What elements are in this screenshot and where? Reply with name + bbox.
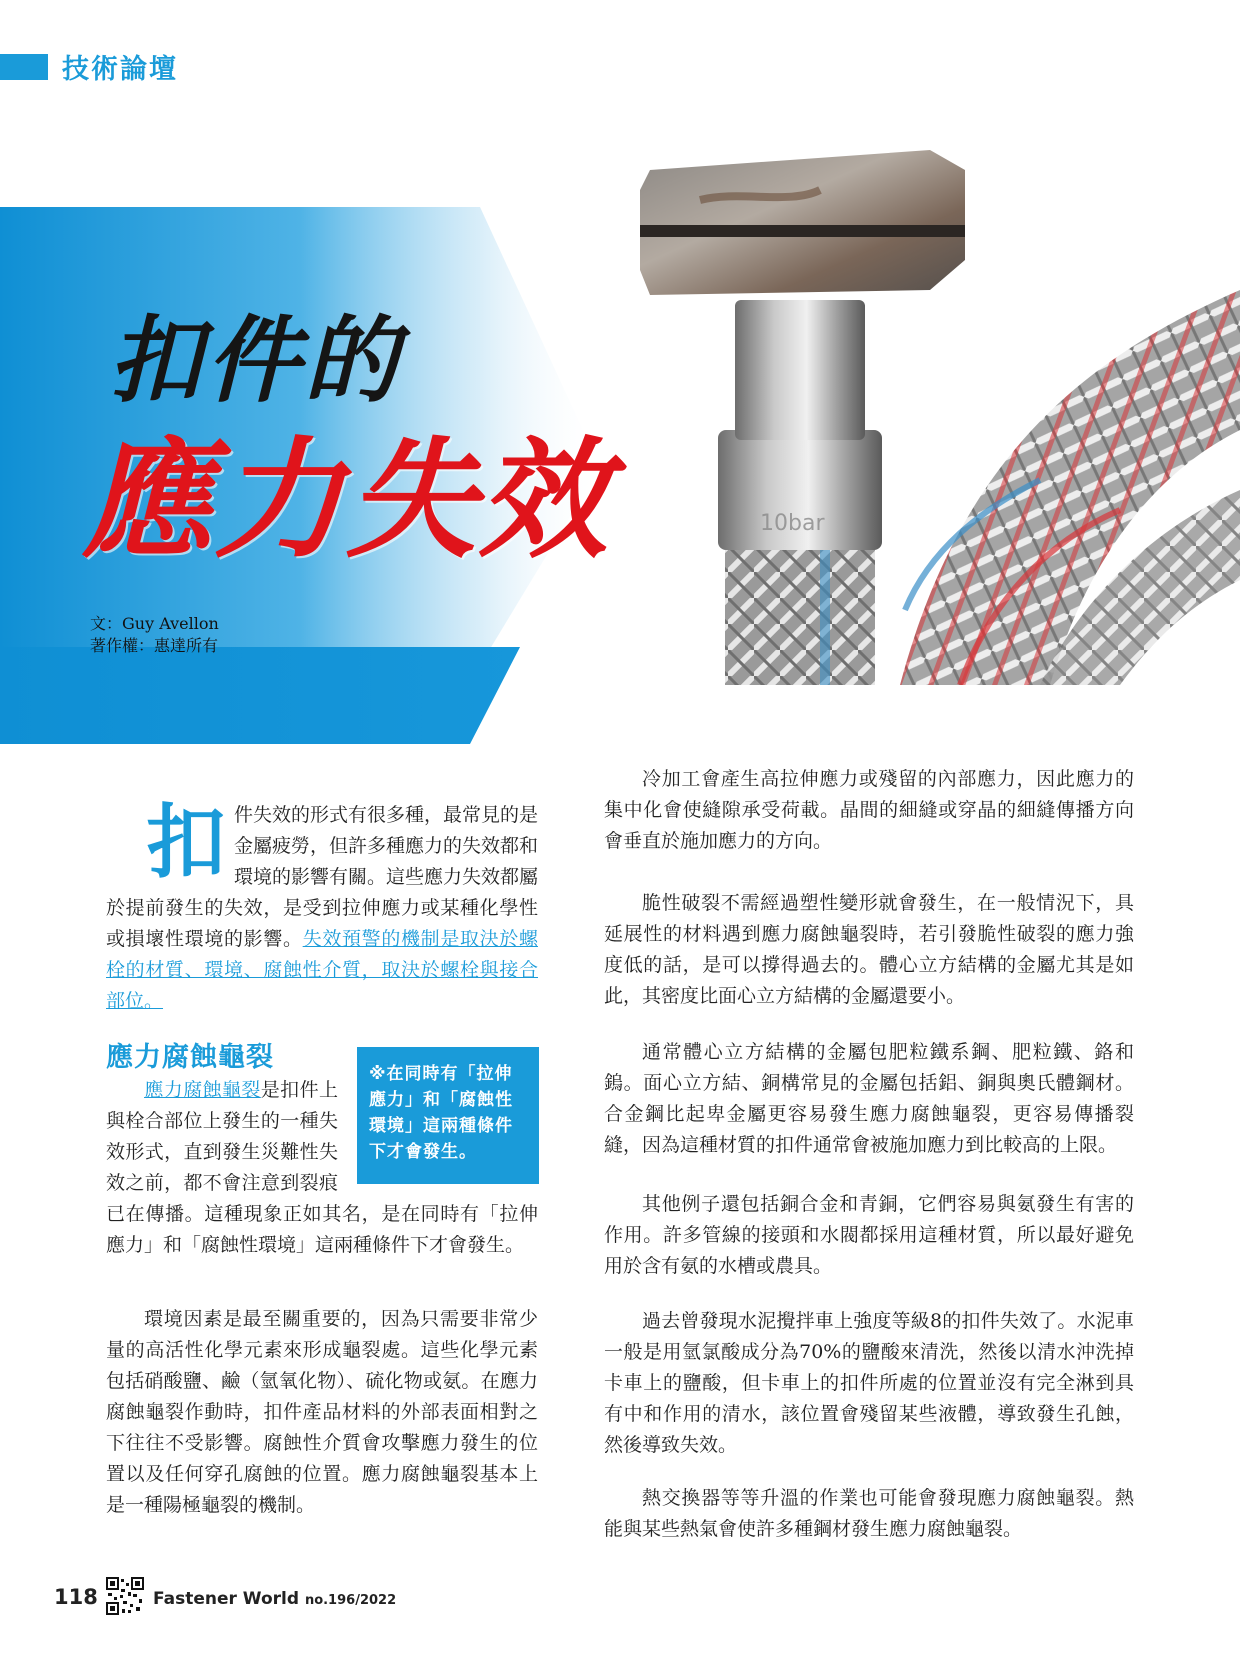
scc-term-link[interactable]: 應力腐蝕龜裂	[144, 1079, 261, 1101]
pressure-rating-text: 10bar	[760, 511, 825, 536]
environment-paragraph: 環境因素是最至關重要的，因為只需要非常少量的高活性化學元素來形成龜裂處。這些化學元素包括硝酸鹽、鹼（氫氧化物）、硫化物或氨。在應力腐蝕龜裂作動時，扣件產品材料的外部表面相對之下往往不受影響。腐蝕性介質會攻擊應力發生的位置以及任何穿孔腐蝕的位置。應力腐蝕龜裂基本上是一種陽極龜裂的機制。	[106, 1308, 538, 1516]
author-line: 文：Guy Avellon	[90, 614, 219, 633]
right-paragraph-2: 脆性破裂不需經過塑性變形就會發生，在一般情況下，具延展性的材料遇到應力腐蝕龜裂時，若引發脆性破裂的應力強度低的話，是可以撐得過去的。體心立方結構的金屬尤其是如此，其密度比面心立方結構的金屬還要小。	[604, 892, 1134, 1007]
right-paragraph-1: 冷加工會產生高拉伸應力或殘留的內部應力，因此應力的集中化會使縫隙承受荷載。晶間的細縫或穿晶的細縫傳播方向會垂直於施加應力的方向。	[604, 768, 1134, 852]
section-label: 技術論壇	[62, 54, 178, 85]
copyright-line: 著作權：惠達所有	[90, 636, 219, 655]
section-marker	[0, 54, 48, 80]
qr-code-icon[interactable]	[106, 1577, 144, 1615]
pull-quote-box: ※在同時有「拉伸應力」和「腐蝕性環境」這兩種條件下才會發生。	[357, 1047, 539, 1184]
right-paragraph-4: 其他例子還包括銅合金和青銅，它們容易與氨發生有害的作用。許多管線的接頭和水閥都採用這種材質，所以最好避免用於含有氨的水槽或農具。	[604, 1193, 1134, 1277]
byline	[90, 613, 219, 657]
magazine-name: Fastener World	[153, 1589, 300, 1609]
subheading-scc: 應力腐蝕龜裂	[106, 1042, 274, 1073]
intro-text: 件失效的形式有很多種，最常見的是金屬疲勞，但許多種應力的失效都和環境的影響有關。這些應力失效都屬於提前發生的失效，是受到拉伸應力或某種化學性或損壞性環境的影響。	[106, 804, 539, 950]
article-title-line2: 應力失效	[82, 424, 611, 576]
magazine-footer	[153, 1589, 396, 1609]
intro-paragraph	[106, 796, 539, 1017]
drop-cap: 扣	[146, 796, 226, 889]
scc-text: 是扣件上與栓合部位上發生的一種失效形式，直到發生災難性失效之前，都不會注意到裂痕已在傳播。這種現象正如其名，是在同時有「拉伸應力」和「腐蝕性環境」這兩種條件下才會發生。	[106, 1079, 538, 1256]
scc-paragraph	[106, 1075, 538, 1261]
article-title-line1: 扣件的	[108, 307, 403, 416]
callout-spacer	[338, 1075, 538, 1187]
right-paragraph-3: 通常體心立方結構的金屬包肥粒鐵系鋼、肥粒鐵、鉻和鎢。面心立方結、銅構常見的金屬包括鋁、銅與奧氏體鋼材。合金鋼比起卑金屬更容易發生應力腐蝕龜裂，更容易傳播裂縫，因為這種材質的扣件通常會被施加應力到比較高的上限。	[604, 1041, 1134, 1156]
page-number: 118	[54, 1585, 98, 1609]
issue-number: no.196/2022	[304, 1593, 397, 1608]
intro-highlight-link[interactable]: 失效預警的機制是取決於螺栓的材質、環境、腐蝕性介質，取決於螺栓與接合部位。	[106, 928, 538, 1012]
right-paragraph-6: 熱交換器等等升溫的作業也可能會發現應力腐蝕龜裂。熱能與某些熱氣會使許多種鋼材發生應力腐蝕龜裂。	[604, 1487, 1134, 1540]
right-paragraph-5: 過去曾發現水泥攪拌車上強度等級8的扣件失效了。水泥車一般是用氫氯酸成分為70%的鹽酸來清洗，然後以清水沖洗掉卡車上的鹽酸，但卡車上的扣件所處的位置並沒有完全淋到具有中和作用的清水，該位置會殘留某些液體，導致發生孔蝕，然後導致失效。	[604, 1310, 1134, 1456]
